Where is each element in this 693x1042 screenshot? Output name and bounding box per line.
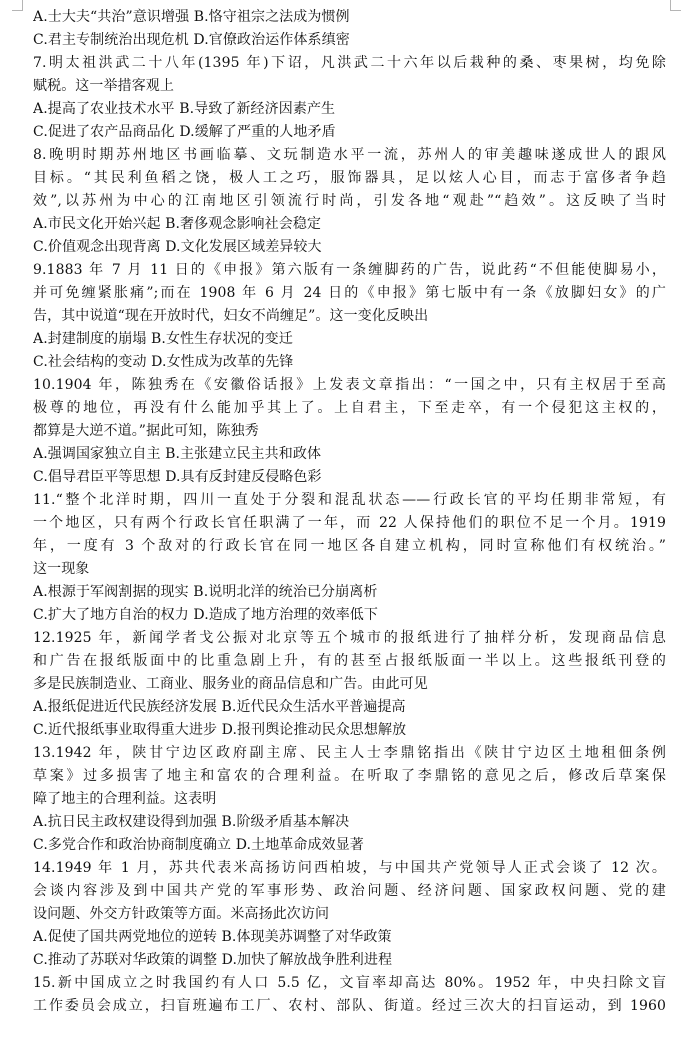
option-line: C.扩大了地方自治的权力 D.造成了地方治理的效率低下 [33, 607, 378, 623]
question-9-line: 并可免缠紧胀痛”;而在 1908 年 6 月 24 日的《申报》第七版中有一条《放脚妇女》的广 [33, 285, 666, 301]
option-line: C.促进了农产品商品化 D.缓解了严重的人地矛盾 [33, 124, 336, 140]
question-12-line: 多是民族制造业、工商业、服务业的商品信息和广告。由此可见 [33, 676, 428, 692]
option-line: A.提高了农业技术水平 B.导致了新经济因素产生 [33, 101, 336, 117]
option-line: C.社会结构的变动 D.女性成为改革的先锋 [33, 354, 294, 370]
page-corner-mark-left [12, 0, 23, 11]
option-line: C.多党合作和政治协商制度确立 D.土地革命成效显著 [33, 837, 364, 853]
question-13-line: 草案》过多损害了地主和富农的合理利益。在听取了李鼎铭的意见之后，修改后草案保 [33, 768, 666, 784]
question-7-line: 赋税。这一举措客观上 [33, 78, 174, 94]
question-11-line: 一个地区，只有两个行政长官任职满了一年，而 22 人保持他们的职位不足一个月。1919 [33, 515, 666, 531]
question-14-line: 设问题、外交方针政策等方面。米高扬此次访问 [33, 906, 330, 922]
question-9-line: 告，其中说道“现在开放时代，妇女不尚缠足”。这一变化反映出 [33, 308, 429, 324]
question-13-line: 障了地主的合理利益。这表明 [33, 791, 217, 807]
option-line: C.君主专制统治出现危机 D.官僚政治运作体系缜密 [33, 32, 350, 48]
option-line: C.近代报纸事业取得重大进步 D.报刊舆论推动民众思想解放 [33, 722, 407, 738]
question-10-line: 极尊的地位，再没有什么能加乎其上了。上自君主，下至走卒，有一个侵犯这主权的， [33, 400, 666, 416]
question-15-line: 15.新中国成立之时我国约有人口 5.5 亿，文盲率却高达 80%。1952 年，中央扫除文盲 [33, 975, 666, 991]
option-line: C.价值观念出现背离 D.文化发展区域差异较大 [33, 239, 322, 255]
question-8-line: 8.晚明时期苏州地区书画临摹、文玩制造水平一流，苏州人的审美趣味遂成世人的跟风 [33, 147, 666, 163]
question-12-line: 12.1925 年，新闻学者戈公振对北京等五个城市的报纸进行了抽样分析，发现商品信息 [33, 630, 666, 646]
page-corner-mark-right [670, 0, 681, 11]
question-10-line: 10.1904 年，陈独秀在《安徽俗话报》上发表文章指出：“一国之中，只有主权居于至高 [33, 377, 666, 393]
question-15-line: 工作委员会成立，扫盲班遍布工厂、农村、部队、街道。经过三次大的扫盲运动，到 1960 [33, 998, 666, 1014]
option-line: A.促使了国共两党地位的逆转 B.体现美苏调整了对华政策 [33, 929, 392, 945]
option-line: C.推动了苏联对华政策的调整 D.加快了解放战争胜利进程 [33, 952, 393, 968]
option-line: A.抗日民主政权建设得到加强 B.阶级矛盾基本解决 [33, 814, 350, 830]
question-8-line: 效”,以苏州为中心的江南地区引领流行时尚，引发各地“观赴”“趋效”。这反映了当时 [33, 193, 666, 209]
option-line: C.倡导君臣平等思想 D.具有反封建反侵略色彩 [33, 469, 322, 485]
option-line: A.封建制度的崩塌 B.女性生存状况的变迁 [33, 331, 293, 347]
question-11-line: 11.“整个北洋时期，四川一直处于分裂和混乱状态——行政长官的平均任期非常短，有 [33, 492, 666, 508]
option-line: A.根源于军阀割据的现实 B.说明北洋的统治已分崩离析 [33, 584, 378, 600]
question-14-line: 14.1949 年 1 月，苏共代表米高扬访问西柏坡，与中国共产党领导人正式会谈了 12 次。 [33, 860, 666, 876]
question-8-line: 目标。“其民利鱼稻之饶，极人工之巧，服饰器具，足以炫人心目，而志于富侈者争趋 [33, 170, 666, 186]
option-line: A.士大夫“共治”意识增强 B.恪守祖宗之法成为惯例 [33, 9, 350, 25]
question-14-line: 会谈内容涉及到中国共产党的军事形势、政治问题、经济问题、国家政权问题、党的建 [33, 883, 666, 899]
question-9-line: 9.1883 年 7 月 11 日的《申报》第六版有一条缠脚药的广告，说此药“不但能使脚易小， [33, 262, 666, 278]
question-11-line: 年，一度有 3 个敌对的行政长官在同一地区各自建立机构，同时宣称他们有权统治。” [33, 538, 666, 554]
option-line: A.强调国家独立自主 B.主张建立民主共和政体 [33, 446, 322, 462]
question-11-line: 这一现象 [33, 561, 90, 577]
option-line: A.报纸促进近代民族经济发展 B.近代民众生活水平普遍提高 [33, 699, 406, 715]
question-7-line: 7.明太祖洪武二十八年(1395 年)下诏，凡洪武二十六年以后栽种的桑、枣果树，均免除 [33, 55, 666, 71]
question-13-line: 13.1942 年，陕甘宁边区政府副主席、民主人士李鼎铭指出《陕甘宁边区土地租佃条例 [33, 745, 666, 761]
document-body [33, 6, 666, 1018]
option-line: A.市民文化开始兴起 B.奢侈观念影响社会稳定 [33, 216, 322, 232]
question-12-line: 和广告在报纸版面中的比重急剧上升，有的甚至占报纸版面一半以上。这些报纸刊登的 [33, 653, 666, 669]
question-10-line: 都算是大逆不道。”据此可知，陈独秀 [33, 423, 259, 439]
